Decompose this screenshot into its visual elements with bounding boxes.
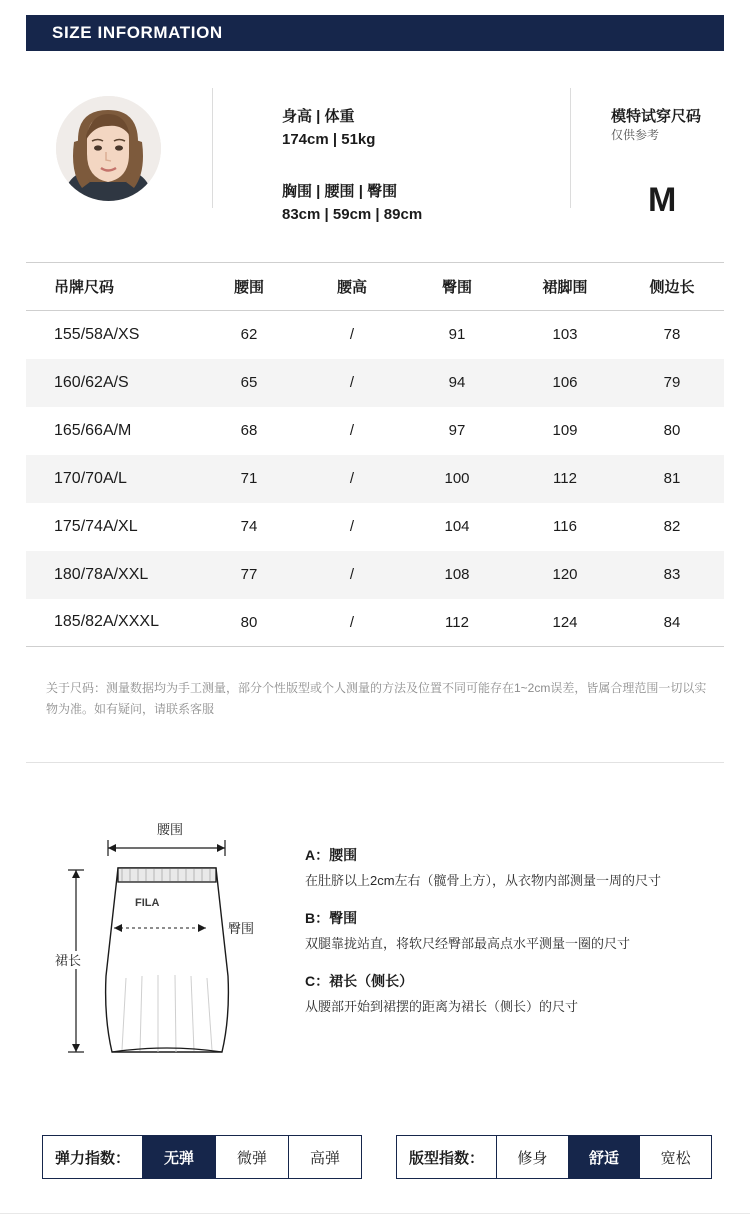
model-height-weight [282,105,375,151]
fit-option-slim[interactable]: 修身 [497,1136,569,1178]
cell-tag-size: 180/78A/XXL [26,551,198,599]
skirt-diagram-icon [30,806,305,1081]
cell-hip: 108 [404,551,510,599]
fit-index-label: 版型指数： [397,1136,497,1178]
try-on-size-label: 模特试穿尺码 [611,108,702,125]
cell-waist: 77 [198,551,300,599]
col-header-waist: 腰围 [198,263,300,311]
cell-rise: / [300,407,404,455]
measure-guide-list [305,845,725,1016]
page-title: SIZE INFORMATION [52,23,223,42]
elasticity-index-label: 弹力指数： [43,1136,143,1178]
try-on-size-note: 仅供参考 [611,128,660,142]
cell-rise: / [300,311,404,359]
cell-hem: 106 [510,359,620,407]
size-disclaimer-note: 关于尺码：测量数据均为手工测量，部分个性版型或个人测量的方法及位置不同可能存在1~2cm误差，皆属合理范围一切以实物为准。如有疑问，请联系客服 [46,681,707,716]
cell-side-length: 81 [620,455,724,503]
table-row [26,551,724,599]
size-table-body [26,311,724,647]
cell-hem: 120 [510,551,620,599]
skirt-measure-diagram [30,806,305,1081]
cell-tag-size: 175/74A/XL [26,503,198,551]
body-measure-label: 胸围 | 腰围 | 臀围 [282,183,398,200]
try-on-size-value: M [648,181,677,219]
col-header-hem: 裙脚围 [510,263,620,311]
cell-rise: / [300,503,404,551]
cell-hip: 104 [404,503,510,551]
cell-rise: / [300,551,404,599]
cell-hem: 124 [510,599,620,647]
cell-hem: 109 [510,407,620,455]
avatar [56,96,161,201]
cell-hip: 91 [404,311,510,359]
fit-option-loose[interactable]: 宽松 [660,1149,691,1167]
cell-hem: 116 [510,503,620,551]
fit-index-box [396,1135,712,1179]
elasticity-index-group [42,1135,362,1179]
divider-vertical-left [212,88,213,208]
guide-desc-a: 在肚脐以上2cm左右（髋骨上方），从衣物内部测量一周的尺寸 [305,873,662,888]
measure-guide-item-b [305,908,725,953]
size-table-head [26,263,724,311]
cell-side-length: 80 [620,407,724,455]
guide-title-b: B：臀围 [305,910,358,926]
model-info-block [0,78,750,243]
elasticity-option-high[interactable]: 高弹 [310,1149,341,1167]
cell-hip: 112 [404,599,510,647]
section-header-bar [26,15,724,51]
cell-hip: 100 [404,455,510,503]
body-measure-value: 83cm | 59cm | 89cm [282,206,423,223]
measure-guide-item-c [305,971,725,1016]
table-header-row [26,263,724,311]
cell-hem: 112 [510,455,620,503]
model-portrait-icon [56,96,161,201]
cell-hem: 103 [510,311,620,359]
bottom-divider [0,1213,750,1214]
guide-desc-c: 从腰部开始到裙摆的距离为裙长（侧长）的尺寸 [305,999,579,1014]
cell-rise: / [300,359,404,407]
cell-side-length: 79 [620,359,724,407]
cell-side-length: 84 [620,599,724,647]
elasticity-option-slight[interactable]: 微弹 [216,1136,289,1178]
guide-desc-b: 双腿靠拢站直，将软尺经臀部最高点水平测量一圈的尺寸 [305,936,631,951]
table-row [26,503,724,551]
cell-rise: / [300,455,404,503]
cell-waist: 68 [198,407,300,455]
cell-side-length: 82 [620,503,724,551]
cell-tag-size: 160/62A/S [26,359,198,407]
table-row [26,359,724,407]
cell-hip: 97 [404,407,510,455]
diagram-waist-label: 腰围 [156,822,184,837]
cell-rise: / [300,599,404,647]
cell-waist: 80 [198,599,300,647]
size-table [26,262,724,647]
cell-waist: 62 [198,311,300,359]
elasticity-option-none[interactable]: 无弹 [143,1136,216,1178]
fit-index-group [396,1135,712,1179]
cell-side-length: 83 [620,551,724,599]
table-row [26,311,724,359]
col-header-rise: 腰高 [300,263,404,311]
guide-title-a: A：腰围 [305,847,358,863]
cell-tag-size: 155/58A/XS [26,311,198,359]
fit-option-comfort[interactable]: 舒适 [569,1136,641,1178]
cell-side-length: 78 [620,311,724,359]
diagram-brand-mark: FILA [135,897,160,909]
cell-waist: 71 [198,455,300,503]
col-header-hip: 臀围 [404,263,510,311]
cell-tag-size: 165/66A/M [26,407,198,455]
diagram-length-label: 裙长 [54,953,82,968]
height-weight-value: 174cm | 51kg [282,131,376,148]
height-weight-label: 身高 | 体重 [282,108,355,125]
cell-hip: 94 [404,359,510,407]
table-row [26,599,724,647]
guide-title-c: C：裙长（侧长） [305,973,414,989]
cell-tag-size: 185/82A/XXXL [26,599,198,647]
diagram-hip-label: 臀围 [228,921,255,936]
table-row [26,455,724,503]
cell-tag-size: 170/70A/L [26,455,198,503]
col-header-tag-size: 吊牌尺码 [26,263,198,311]
model-body-measurements [282,180,422,226]
divider-horizontal [26,762,724,763]
cell-waist: 65 [198,359,300,407]
table-row [26,407,724,455]
elasticity-index-box [42,1135,362,1179]
cell-waist: 74 [198,503,300,551]
col-header-side-length: 侧边长 [620,263,724,311]
measure-guide-item-a [305,845,725,890]
divider-vertical-right [570,88,571,208]
